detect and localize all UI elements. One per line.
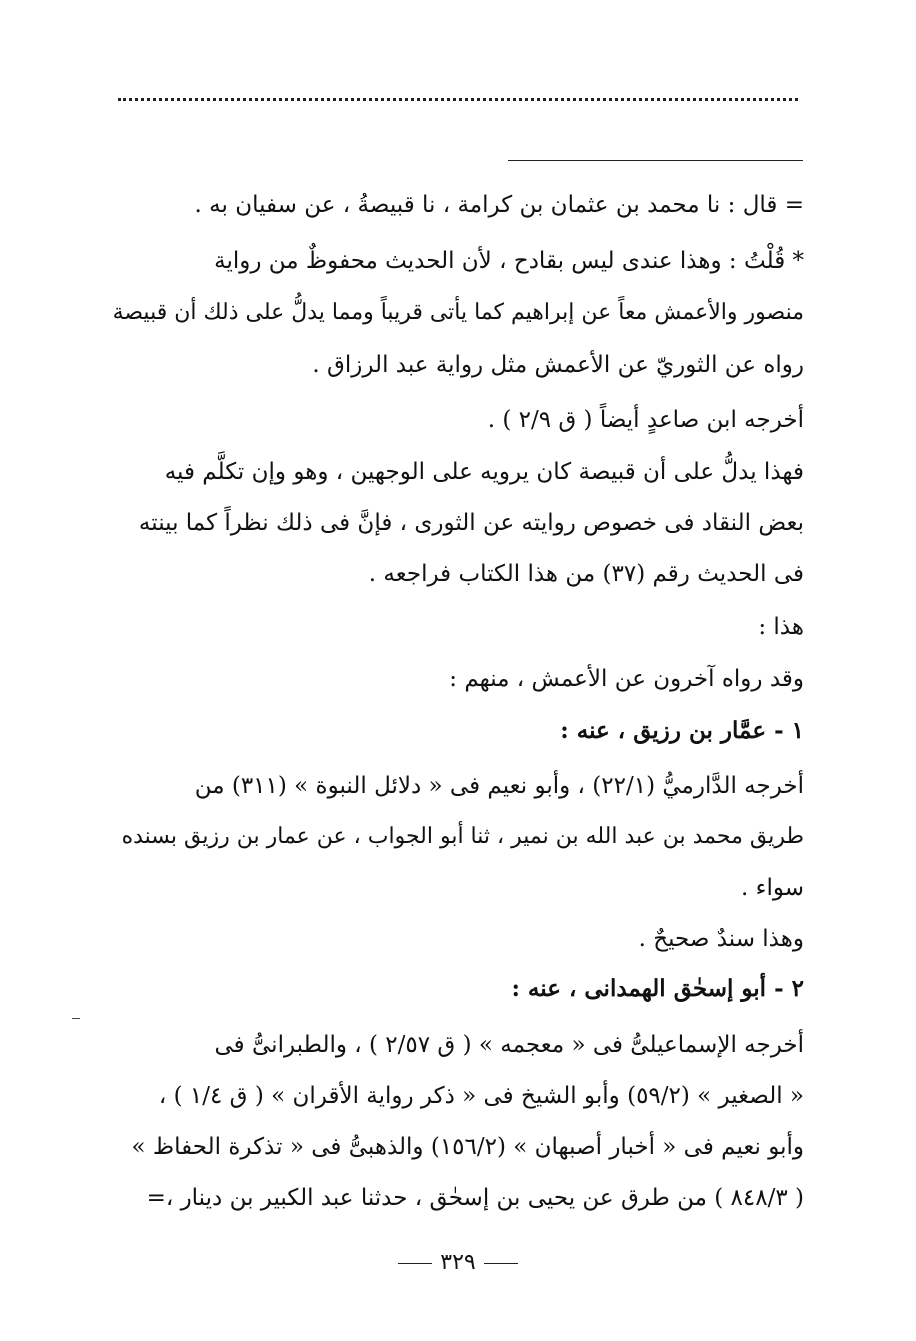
text-line-3: منصور والأعمش معاً عن إبراهيم كما يأتى قريباً ومما يدلُّ على ذلك أن قبيصة: [112, 300, 804, 325]
text-line-8: فى الحديث رقم (٣٧) من هذا الكتاب فراجعه .: [368, 561, 804, 587]
text-line-2: * قُلْتُ : وهذا عندى ليس بقادح ، لأن الحديث محفوظٌ من رواية: [214, 248, 804, 274]
text-line-9: هذا :: [758, 614, 804, 640]
text-line-4: رواه عن الثوريّ عن الأعمش مثل رواية عبد الرزاق .: [312, 352, 804, 378]
page-number-dash-right: [398, 1263, 432, 1264]
footnote-separator: [508, 160, 803, 161]
text-line-17: أخرجه الإسماعيلىُّ فى « معجمه » ( ق ٢/٥٧ ) ، والطبرانىُّ فى: [214, 1032, 804, 1058]
margin-mark: [72, 1018, 80, 1019]
text-line-5: أخرجه ابن صاعدٍ أيضاً ( ق ٢/٩ ) .: [487, 407, 804, 433]
text-line-20: ( ٨٤٨/٣ ) من طرق عن يحيى بن إسحٰق ، حدثنا عبد الكبير بن دينار ،=: [146, 1185, 804, 1211]
text-line-15: وهذا سندٌ صحيحٌ .: [638, 926, 804, 952]
text-line-10: وقد رواه آخرون عن الأعمش ، منهم :: [449, 666, 804, 692]
text-line-12: أخرجه الدَّارميُّ (٢٢/١) ، وأبو نعيم فى « دلائل النبوة » (٣١١) من: [194, 773, 804, 799]
page-number-dash-left: [484, 1263, 518, 1264]
section-heading-2: ٢ - أبو إسحٰق الهمدانى ، عنه :: [511, 975, 804, 1002]
text-line-18: « الصغير » (٥٩/٢) وأبو الشيخ فى « ذكر رواية الأقران » ( ق ١/٤ ) ،: [158, 1083, 804, 1109]
text-line-7: بعض النقاد فى خصوص روايته عن الثورى ، فإنَّ فى ذلك نظراً كما بينته: [138, 510, 804, 536]
dotted-separator: [118, 98, 798, 101]
text-line-1: = قال : نا محمد بن عثمان بن كرامة ، نا قبيصةُ ، عن سفيان به .: [194, 192, 804, 218]
text-line-19: وأبو نعيم فى « أخبار أصبهان » (١٥٦/٢) والذهبىُّ فى « تذكرة الحفاظ »: [131, 1134, 804, 1160]
section-heading-1: ١ - عمَّار بن رزيق ، عنه :: [560, 717, 804, 744]
text-line-6: فهذا يدلُّ على أن قبيصة كان يرويه على الوجهين ، وهو وإن تكلَّم فيه: [164, 459, 804, 485]
page-number-value: ٣٢٩: [440, 1250, 476, 1275]
text-line-13: طريق محمد بن عبد الله بن نمير ، ثنا أبو الجواب ، عن عمار بن رزيق بسنده: [121, 824, 804, 849]
page-number: [0, 1250, 916, 1275]
text-line-14: سواء .: [741, 875, 804, 901]
